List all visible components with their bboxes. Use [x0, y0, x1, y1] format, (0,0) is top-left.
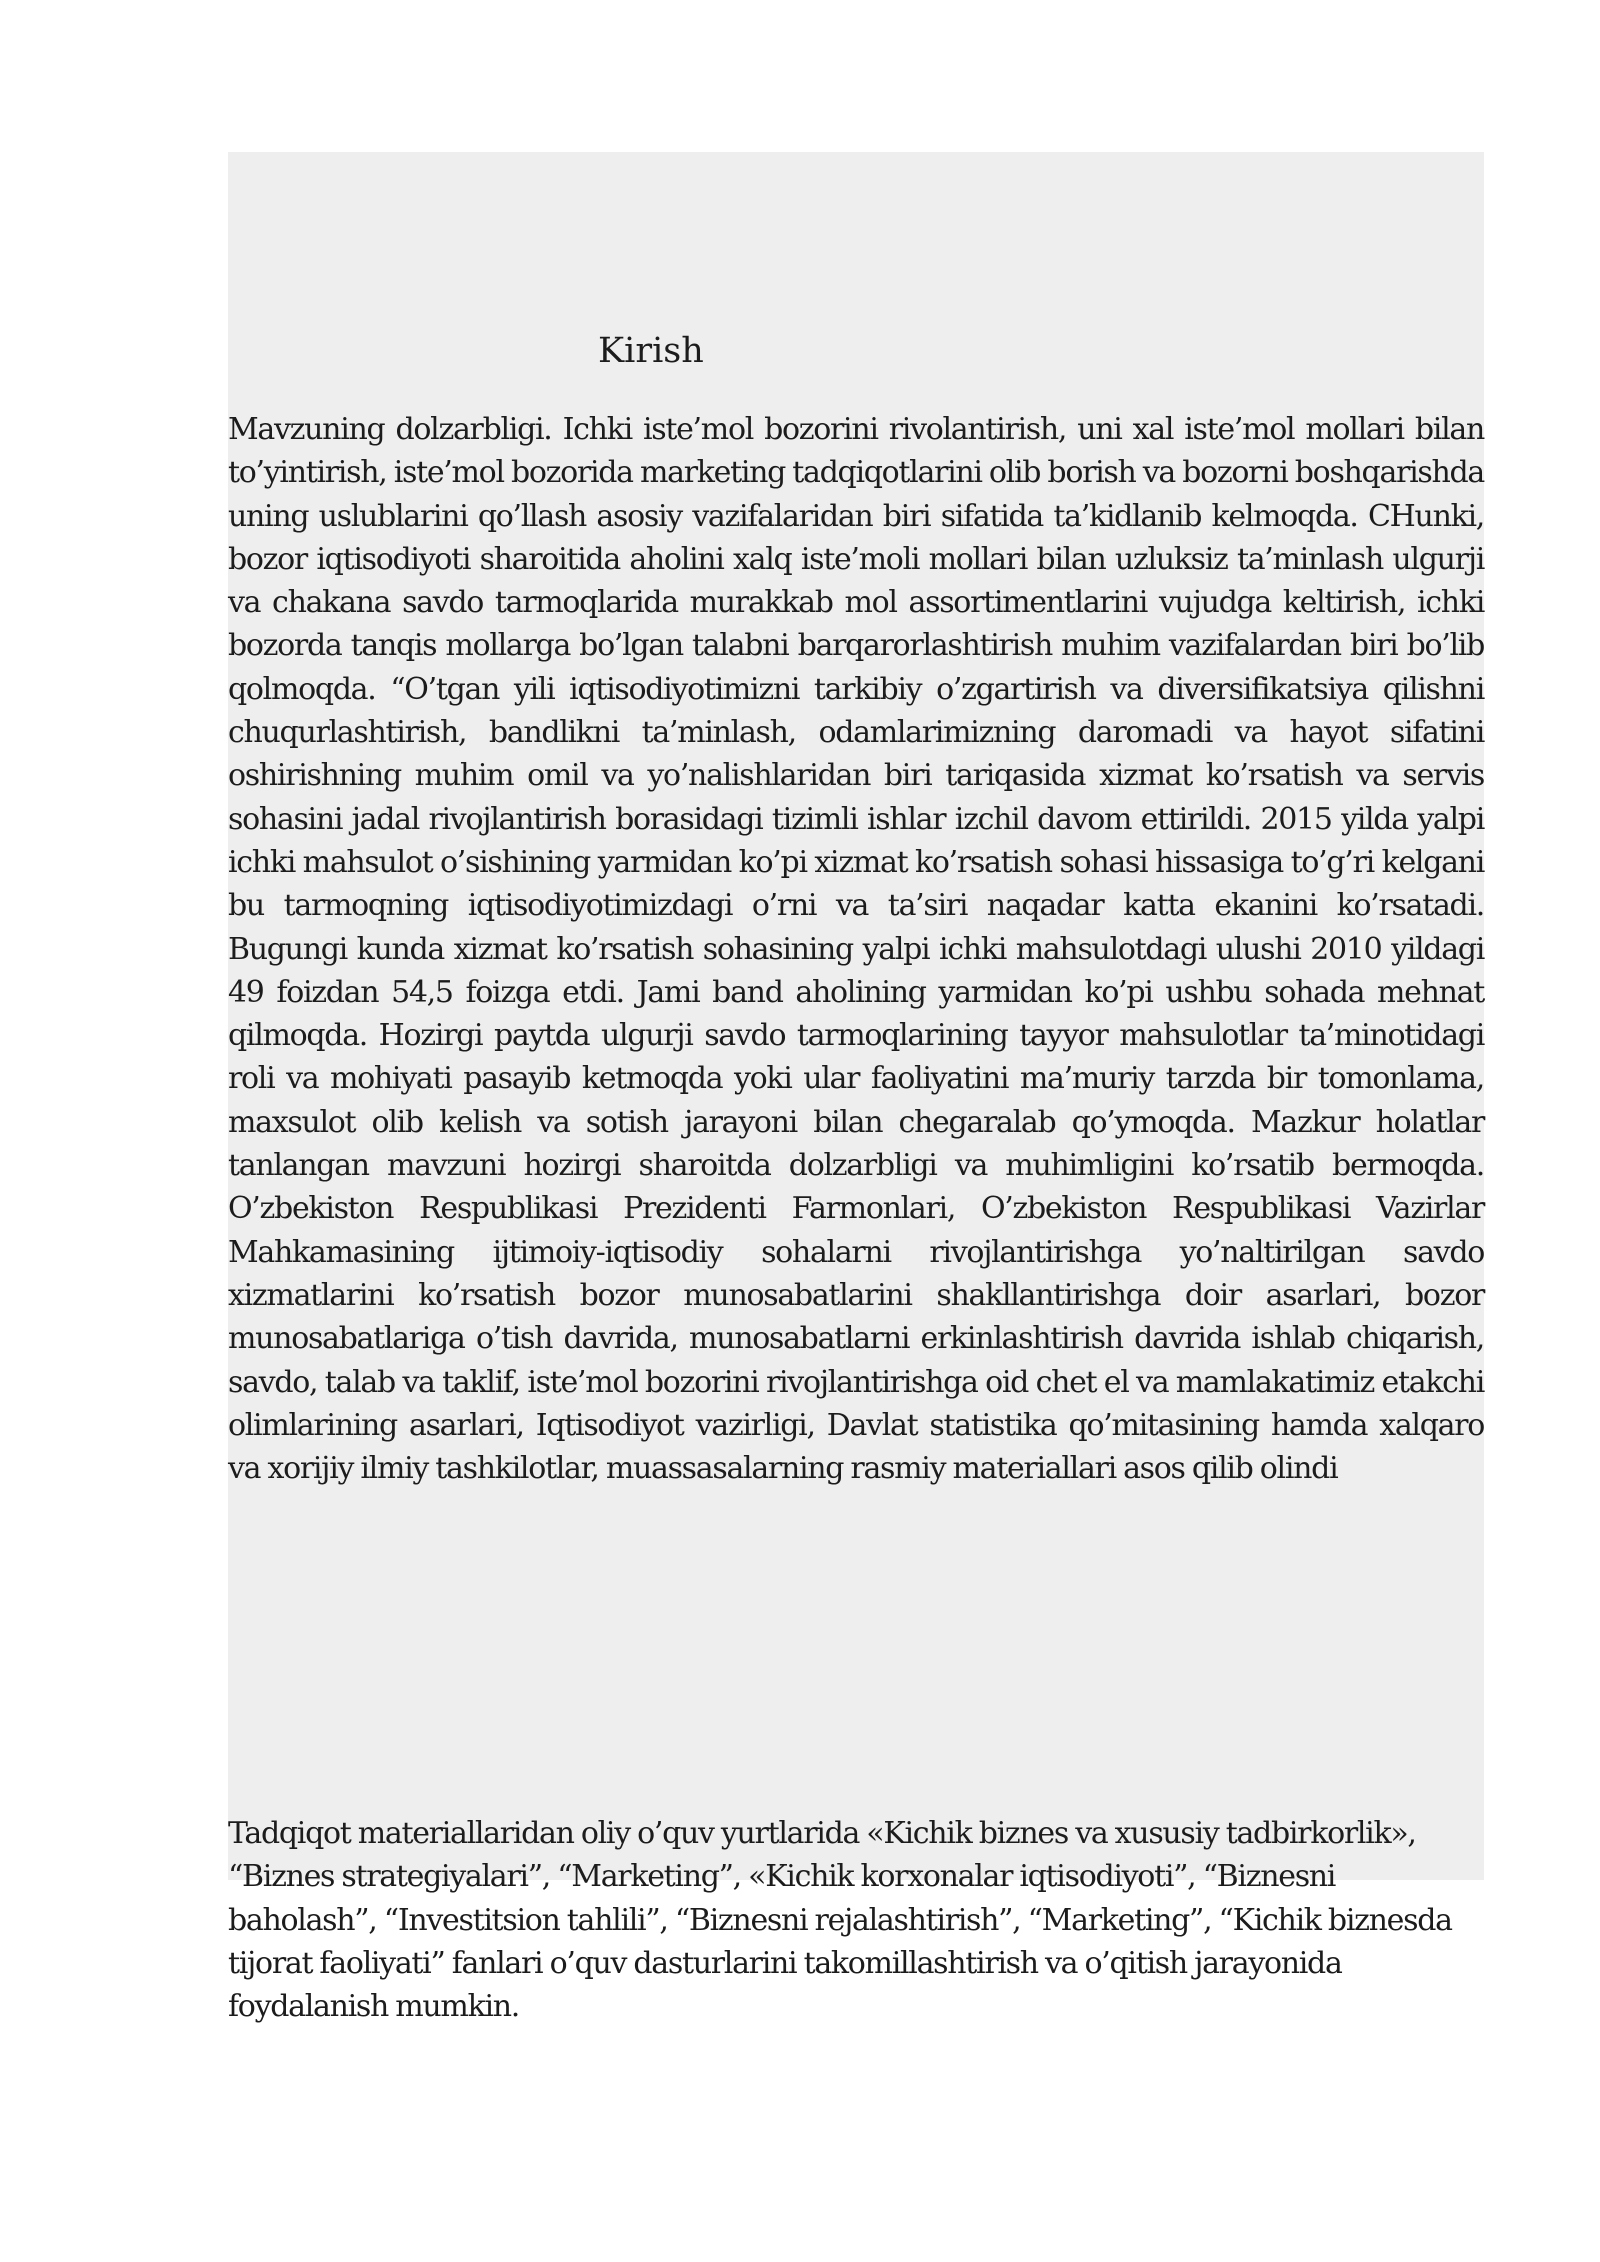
body-paragraph-relevance: Mavzuning dolzarbligi. Ichki iste’mol bozorini rivolantirish, uni xal iste’mol mollari bilan to’yintirish, iste’mol bozorida marketing tadqiqotlarini olib borish va bozorni boshqarishda uning uslublarini qo’llash asosiy vazifalaridan biri sifatida ta’kidlanib kelmoqda. CHunki, bozor iqtisodiyoti sharoitida aholini xalq iste’moli mollari bilan uzluksiz ta’minlash ulgurji va chakana savdo tarmoqlarida murakkab mol assortimentlarini vujudga keltirish, ichki bozorda tanqis mollarga bo’lgan talabni barqarorlashtirish muhim vazifalardan biri bo’lib qolmoqda. “O’tgan yili iqtisodiyotimizni tarkibiy o’zgartirish va diversifikatsiya qilishni chuqurlashtirish, bandlikni ta’minlash, odamlarimizning daromadi va hayot sifatini oshirishning muhim omil va yo’nalishlaridan biri tariqasida xizmat ko’rsatish va servis sohasini jadal rivojlantirish borasidagi tizimli ishlar izchil davom ettirildi. 2015 yilda yalpi ichki mahsulot o’sishining yarmidan ko’pi xizmat ko’rsatish sohasi hissasiga to’g’ri kelgani bu tarmoqning iqtisodiyotimizdagi o’rni va ta’siri naqadar katta ekanini ko’rsatadi. Bugungi kunda xizmat ko’rsatish sohasining yalpi ichki mahsulotdagi ulushi 2010 yildagi 49 foizdan 54,5 foizga etdi. Jami band aholining yarmidan ko’pi ushbu sohada mehnat qilmoqda. Hozirgi paytda ulgurji savdo tarmoqlarining tayyor mahsulotlar ta’minotidagi roli va mohiyati pasayib ketmoqda yoki ular faoliyatini ma’muriy tarzda bir tomonlama, maxsulot olib kelish va sotish jarayoni bilan chegaralab qo’ymoqda. Mazkur holatlar tanlangan mavzuni hozirgi sharoitda dolzarbligi va muhimligini ko’rsatib bermoqda. O’zbekiston Respublikasi Prezidenti Farmonlari, O’zbekiston Respublikasi Vazirlar Mahkamasining ijtimoiy-iqtisodiy sohalarni rivojlantirishga yo’naltirilgan savdo xizmatlarini ko’rsatish bozor munosabatlarini shakllantirishga doir asarlari, bozor munosabatlariga o’tish davrida, munosabatlarni erkinlashtirish davrida ishlab chiqarish, savdo, talab va taklif, iste’mol bozorini rivojlantirishga oid chet el va mamlakatimiz etakchi olimlarining asarlari, Iqtisodiyot vazirligi, Davlat statistika qo’mitasining hamda xalqaro va xorijiy ilmiy tashkilotlar, muassasalarning rasmiy materiallari asos qilib olindi [228, 412, 1484, 1487]
text-block [228, 152, 1484, 2025]
body-paragraph-application: Tadqiqot materiallaridan oliy o’quv yurtlarida «Kichik biznes va xususiy tadbirkorlik», “Biznes strategiyalari”, “Marketing”, «Kichik korxonalar iqtisodiyoti”, “Biznesni baholash”, “Investitsion tahlili”, “Biznesni rejalashtirish”, “Marketing”, “Kichik biznesda tijorat faoliyati” fanlari o’quv dasturlarini takomillashtirish va o’qitish jarayonida foydalanish mumkin. [228, 1816, 1452, 2025]
document-title: Kirish [598, 331, 704, 371]
